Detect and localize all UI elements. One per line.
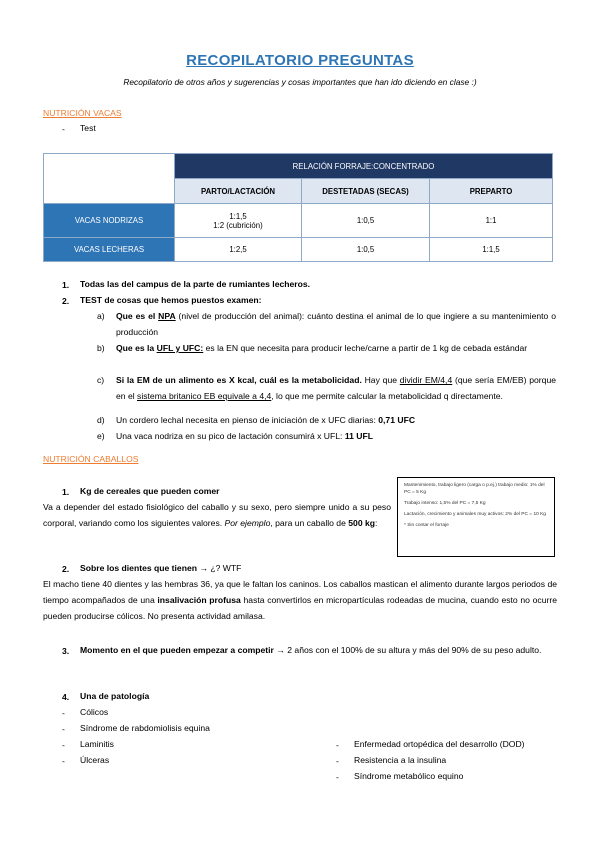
note-line: Mantenimiento, trabajo ligero (carga o p.ej.) trabajo medio: 1% del PC = 5 Kg	[404, 483, 545, 495]
table-cell: 1:0,5	[302, 204, 430, 238]
page-subtitle: Recopilatorio de otros años y sugerencias y cosas importantes que han ido diciendo en clase :)	[123, 77, 477, 87]
sub-item-e: Una vaca nodriza en su pico de lactación consumirá x UFL: 11 UFL	[116, 431, 373, 441]
list-number: 1.	[62, 280, 70, 290]
sub-item-a: Que es el NPA (nivel de producción del animal): cuánto destina el animal de lo que ingiere a su mantenimiento o producción	[116, 311, 556, 337]
dash-bullet: -	[62, 756, 65, 766]
list-number: 2.	[62, 296, 70, 306]
caballos-paragraph-1: Va a depender del estado fisiológico del caballo y su sexo, pero siempre unido a su peso corporal, variando como los siguientes valores. Por ejemplo, para un caballo de 500 kg:	[43, 502, 391, 528]
note-line: * Sin contar el forraje	[404, 523, 449, 528]
patologia-item: Úlceras	[80, 755, 110, 765]
table-header: RELACIÓN FORRAJE:CONCENTRADO	[175, 154, 553, 179]
dash-bullet: -	[336, 756, 339, 766]
caballos-item-3: Momento en el que pueden empezar a competir → 2 años con el 100% de su altura y más del 90% de su peso adulto.	[80, 645, 542, 655]
section-heading-vacas: NUTRICIÓN VACAS	[43, 108, 122, 118]
column-header: PREPARTO	[430, 179, 553, 204]
sub-item-d: Un cordero lechal necesita en pienso de iniciación de x UFC diarias: 0,71 UFC	[116, 415, 416, 425]
dash-bullet: -	[62, 740, 65, 750]
note-line: Lactación, crecimiento y animales muy activos: 2% del PC = 10 Kg	[404, 512, 546, 517]
table-cell: 1:0,5	[302, 238, 430, 262]
table-corner-cell	[44, 154, 175, 204]
page-title: RECOPILATORIO PREGUNTAS	[186, 52, 414, 69]
sub-letter: e)	[97, 431, 105, 441]
table-cell	[175, 204, 302, 238]
section-heading-caballos: NUTRICIÓN CABALLOS	[43, 454, 139, 464]
table-cell: 1:1,5	[430, 238, 553, 262]
note-box	[397, 477, 555, 557]
caballos-heading-4: Una de patología	[80, 691, 150, 701]
dash-bullet: -	[62, 708, 65, 718]
table-cell: 1:1	[430, 204, 553, 238]
sub-letter: b)	[97, 343, 105, 353]
dash-bullet: -	[62, 724, 65, 734]
sub-letter: d)	[97, 415, 105, 425]
list-item: TEST de cosas que hemos puestos examen:	[80, 295, 262, 305]
patologia-item: Resistencia a la insulina	[354, 755, 447, 765]
list-item: Todas las del campus de la parte de rumiantes lecheros.	[80, 279, 311, 289]
caballos-heading-1: Kg de cereales que pueden comer	[80, 486, 220, 496]
list-number: 4.	[62, 692, 70, 702]
patologia-item: Síndrome de rabdomiolisis equina	[80, 723, 210, 733]
relacion-table	[43, 153, 553, 262]
dash-bullet: -	[336, 740, 339, 750]
dash-bullet: -	[62, 124, 65, 134]
list-number: 3.	[62, 646, 70, 656]
patologia-item: Cólicos	[80, 707, 109, 717]
sub-item-b: Que es la UFL y UFC: es la EN que necesita para producir leche/carne a partir de 1 kg de cebada estándar	[116, 343, 528, 353]
row-label: VACAS NODRIZAS	[44, 204, 175, 238]
sub-letter: c)	[97, 375, 105, 385]
column-header: DESTETADAS (SECAS)	[302, 179, 430, 204]
cell-value: 1:1,5	[229, 211, 247, 221]
note-line: Trabajo intenso: 1,5% del PC = 7,5 Kg	[404, 501, 486, 506]
table-cell: 1:2,5	[175, 238, 302, 262]
list-number: 1.	[62, 487, 70, 497]
vacas-test-item: Test	[80, 123, 96, 133]
patologia-item: Enfermedad ortopédica del desarrollo (DOD)	[354, 739, 525, 749]
sub-letter: a)	[97, 311, 105, 321]
dash-bullet: -	[336, 772, 339, 782]
column-header: PARTO/LACTACIÓN	[175, 179, 302, 204]
caballos-heading-2: Sobre los dientes que tienen → ¿? WTF	[80, 563, 242, 573]
caballos-paragraph-2: El macho tiene 40 dientes y las hembras 36, ya que le faltan los caninos. Los caballos mastican el alimento durante largos periodos de tiempo acompañados de una insalivación profusa hasta convertirlos en micropartículas rodeadas de mucina, cuando esto no ocurre pueden producirse cólicos. No presenta actividad amilasa.	[43, 579, 557, 621]
patologia-item: Laminitis	[80, 739, 114, 749]
cell-value: 1:2 (cubrición)	[213, 220, 263, 230]
patologia-item: Síndrome metabólico equino	[354, 771, 464, 781]
list-number: 2.	[62, 564, 70, 574]
sub-item-c: Si la EM de un alimento es X kcal, cuál es la metabolicidad. Hay que dividir EM/4,4 (que sería EM/EB) porque en el sistema britanico EB equivale a 4,4, lo que me permite calcular la metabolicidad q directamente.	[116, 375, 556, 401]
row-label: VACAS LECHERAS	[44, 238, 175, 262]
